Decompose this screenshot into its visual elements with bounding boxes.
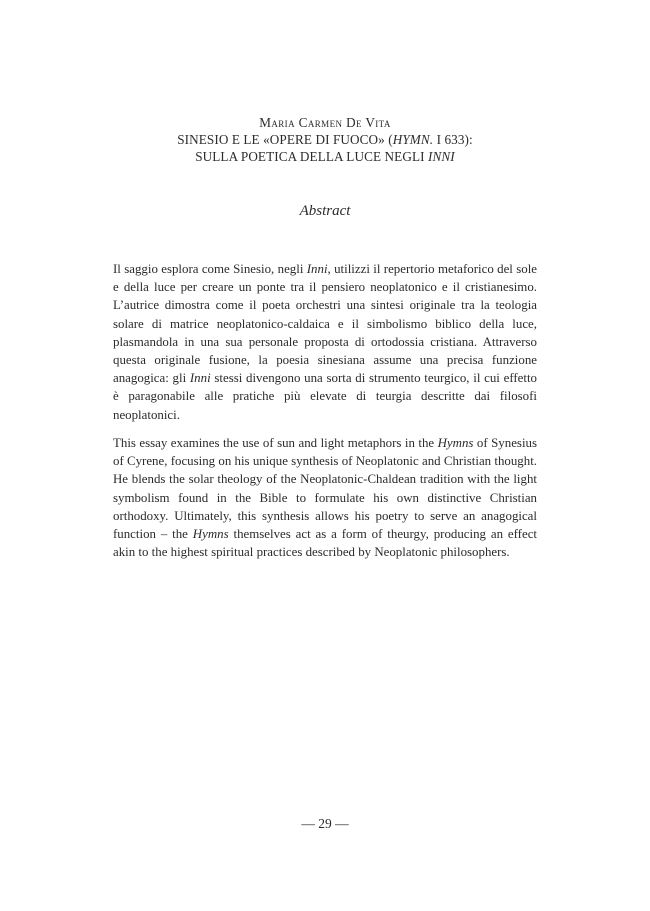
- abstract-en-italic-2: Hymns: [192, 527, 229, 542]
- author-name: Maria Carmen De Vita: [259, 115, 391, 130]
- abstract-en-part-1: This essay examines the use of sun and light metaphors in the: [113, 436, 438, 450]
- abstract-paragraph-italian: [113, 260, 537, 424]
- abstract-it-part-2: , utilizzi il repertorio metaforico del sole e della luce per creare un ponte tra il pensiero neoplatonico e il cristianesimo. L’autrice dimostra come il poeta orchestri una sintesi originale tra la teologia solare di matrice neoplatonico-caldaica e il simbolismo biblico della luce, plasmandola in una sua personale proposta di ortodossia cristiana. Attraverso questa originale fusione, la poesia sinesiana assume una precisa funzione anagogica: gli: [113, 262, 538, 386]
- abstract-en-part-2: of Synesius of Cyrene, focusing on his unique synthesis of Neoplatonic and Christian thought. He blends the solar theology of the Neoplatonic-Chaldean tradition with the light symbolism found in the Bible to formulate his own distinctive Christian orthodoxy. Ultimately, this synthesis allows his poetry to serve an anagogical function – the: [113, 436, 537, 542]
- title-line-1-suffix: I 633):: [433, 132, 473, 147]
- article-title-line-1: [0, 131, 650, 148]
- title-line-2-italic: INNI: [427, 149, 455, 164]
- page-number: — 29 —: [301, 816, 349, 831]
- abstract-it-part-3: stessi divengono una sorta di strumento teurgico, il cui effetto è paragonabile alle pratiche più elevate di teurgia descritte dai filosofi neoplatonici.: [113, 371, 538, 422]
- abstract-heading: Abstract: [299, 203, 351, 219]
- title-line-2-prefix: SULLA POETICA DELLA LUCE NEGLI: [195, 149, 428, 164]
- abstract-en-italic-1: Hymns: [437, 436, 474, 450]
- abstract-it-italic-1: Inni: [306, 262, 328, 276]
- title-line-1-italic: HYMN.: [392, 132, 434, 147]
- abstract-en-part-3: themselves act as a form of theurgy, producing an effect akin to the highest spiritual practices described by Neoplatonic philosophers.: [113, 527, 537, 560]
- abstract-it-italic-2: Inni: [189, 371, 211, 386]
- title-line-1-prefix: SINESIO E LE «OPERE DI FUOCO» (: [177, 132, 393, 147]
- abstract-it-part-1: Il saggio esplora come Sinesio, negli: [113, 262, 307, 276]
- article-title-line-2: [0, 148, 650, 165]
- abstract-paragraph-english: [113, 434, 537, 561]
- article-header: [0, 114, 650, 165]
